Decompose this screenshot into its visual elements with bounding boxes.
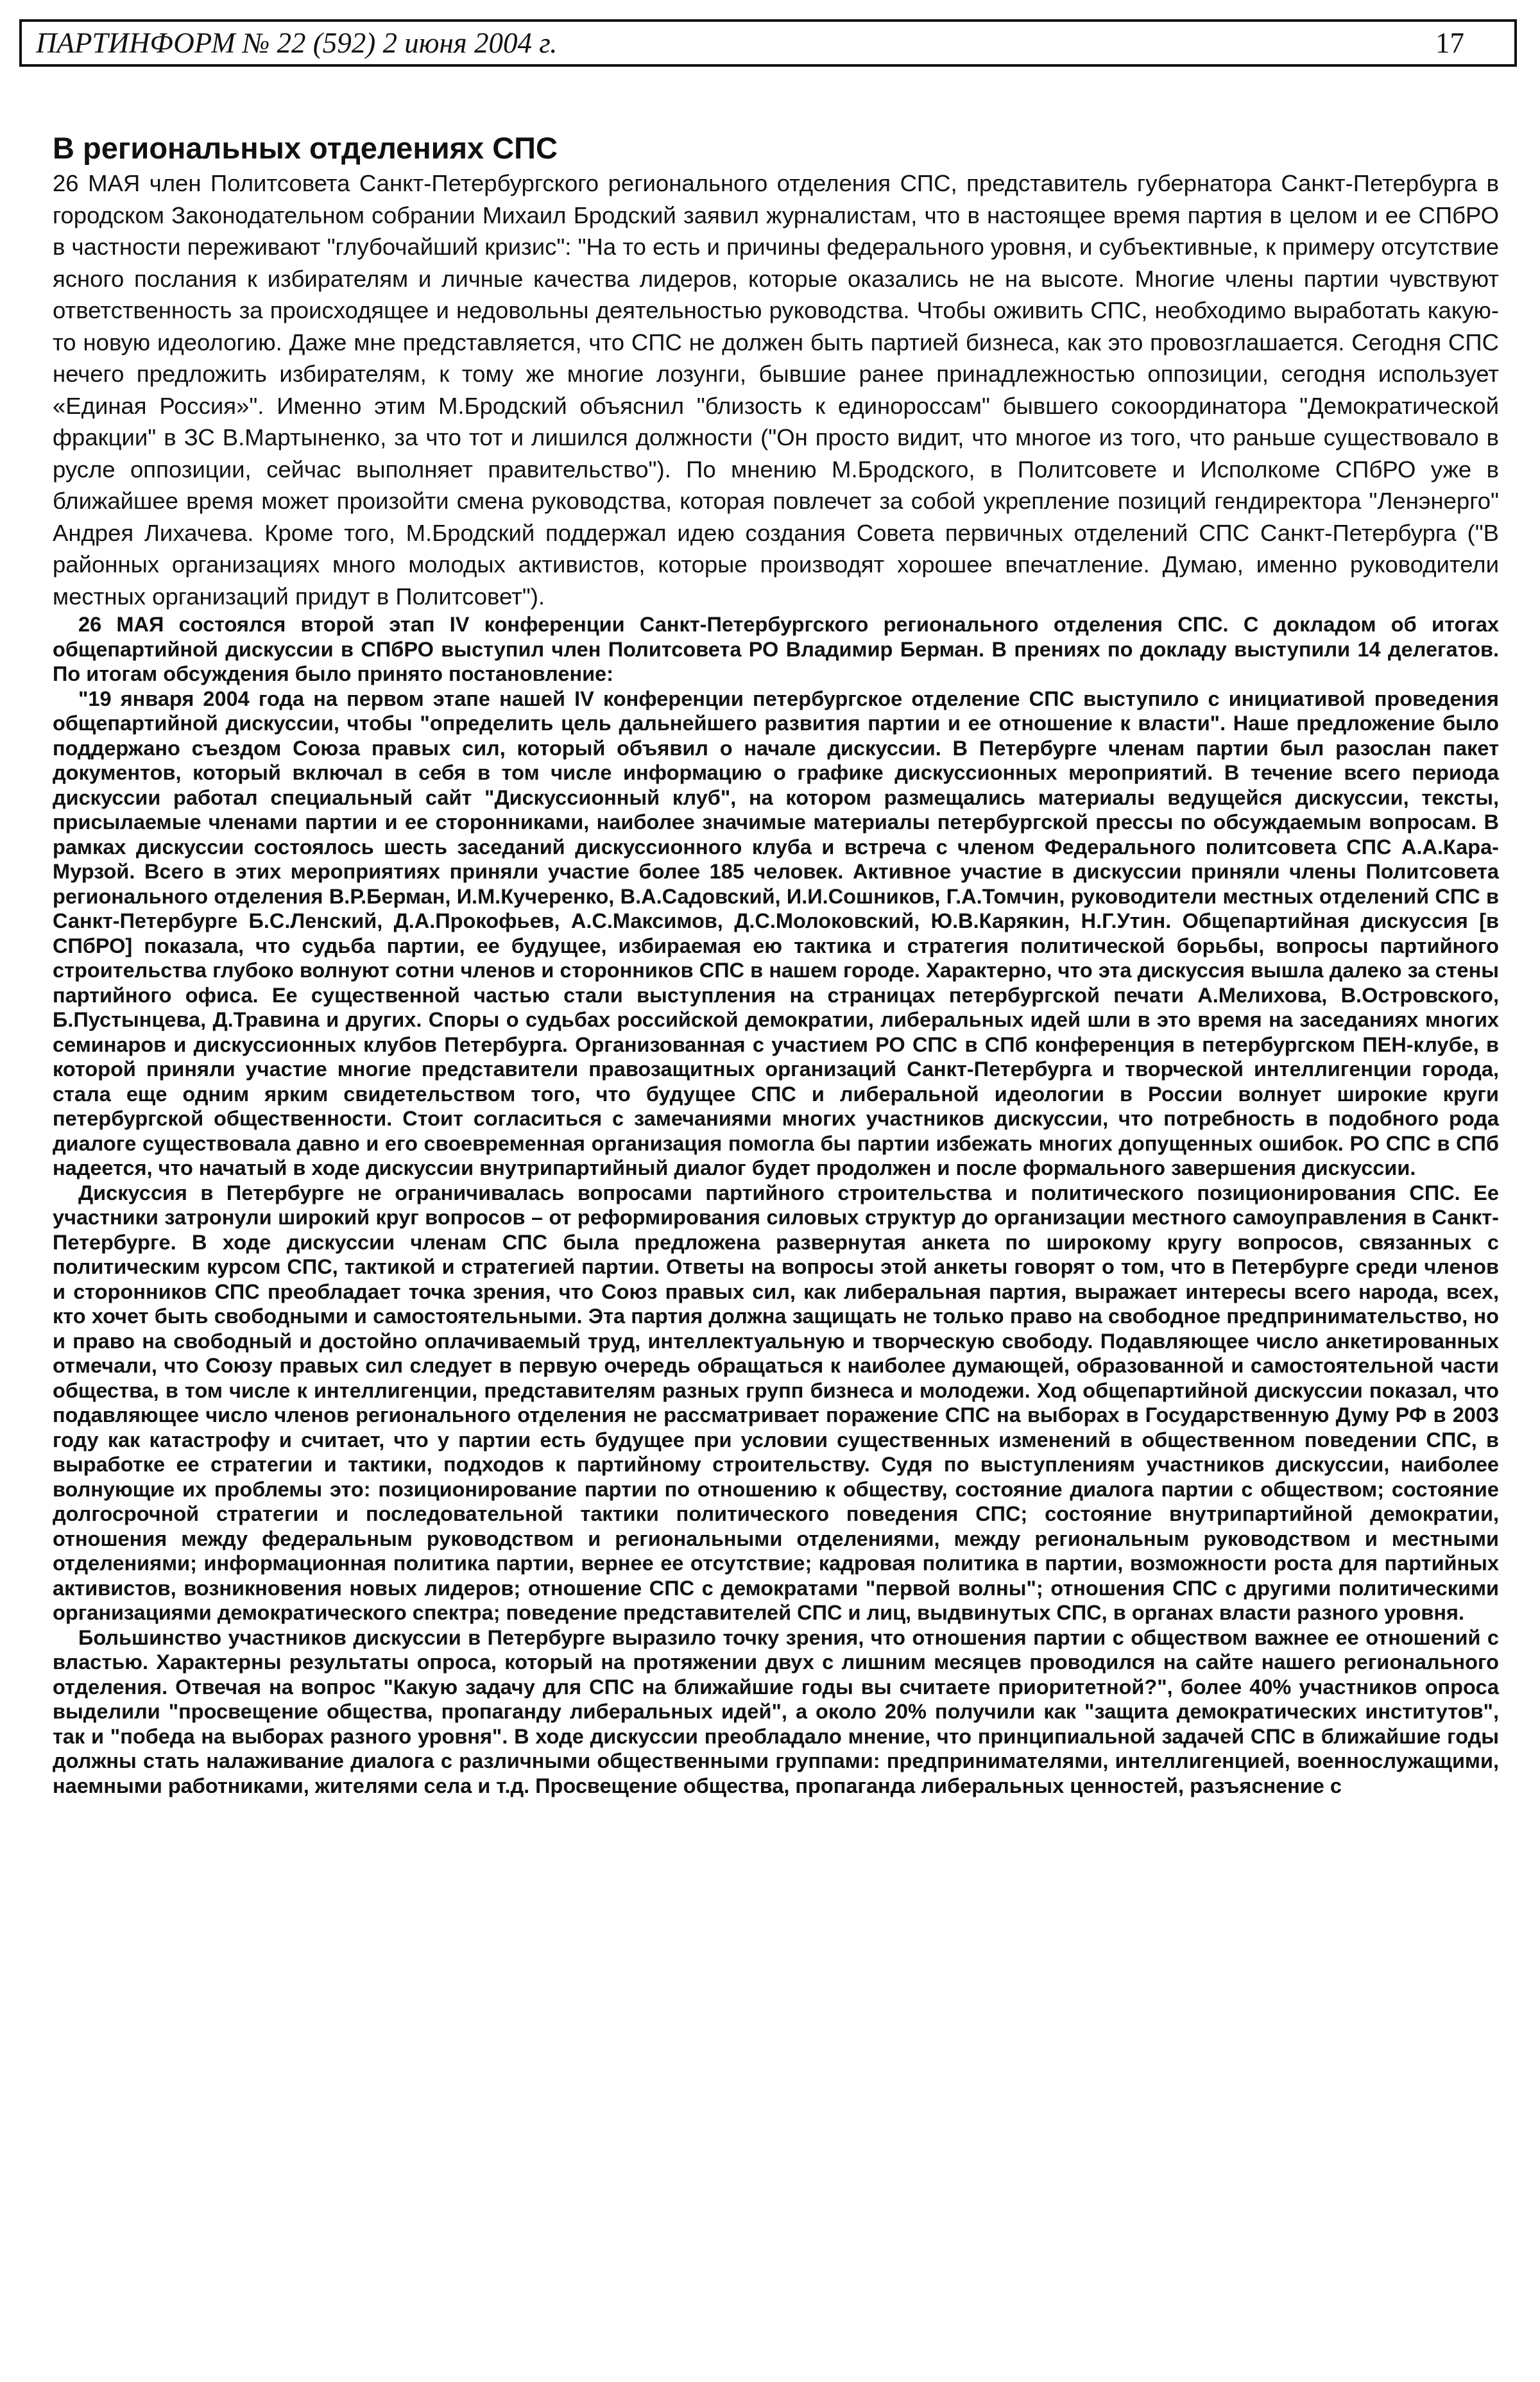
paragraph-survey-results: Большинство участников дискуссии в Петербурге выразило точку зрения, что отношения партии с обществом важнее ее отношений с властью. Характерны результаты опроса, который на протяжении двух с лишним месяцев проводился на сайте нашего регионального отделения. Отвечая на вопрос "Какую задачу для СПС на ближайшие годы вы считаете приоритетной?", более 40% участников опроса выделили "просвещение общества, пропаганду либеральных идей", а около 20% получили как "защита демократических институтов", так и "победа на выборах разного уровня". В ходе дискуссии преобладало мнение, что принципиальной задачей СПС в ближайшие годы должны стать налаживание диалога с различными общественными группами: предпринимателями, интеллигенцией, военнослужащими, наемными работниками, жителями села и т.д. Просвещение общества, пропаганда либеральных ценностей, разъяснение с — [53, 1625, 1499, 1797]
article — [53, 130, 1499, 1798]
paragraph-discussion-scope: Дискуссия в Петербурге не ограничивалась вопросами партийного строительства и политического позиционирования СПС. Ее участники затронули широкий круг вопросов – от реформирования силовых структур до организации местного самоуправления в Санкт-Петербурге. В ходе дискуссии членам СПС была предложена развернутая анкета по широкому кругу вопросов, связанных с политическим курсом СПС, тактикой и стратегией партии. Ответы на вопросы этой анкеты говорят о том, что в Петербурге среди членов и сторонников СПС преобладает точка зрения, что Союз правых сил, как либеральная партия, выражает интересы всего народа, всех, кто хочет быть свободными и самостоятельными. Эта партия должна защищать не только право на свободное предпринимательство, но и право на свободный и достойно оплачиваемый труд, интеллектуальную и творческую свободу. Подавляющее число анкетированных отмечали, что Союзу правых сил следует в первую очередь обращаться к наиболее думающей, образованной и самостоятельной части общества, в том числе к интеллигенции, представителям разных групп бизнеса и молодежи. Ход общепартийной дискуссии показал, что подавляющее число членов регионального отделения не рассматривает поражение СПС на выборах в Государственную Думу РФ в 2003 году как катастрофу и считает, что у партии есть будущее при условии существенных изменений в общественном поведении СПС, в выработке ее стратегии и тактики, подходов к партийному строительству. Судя по выступлениям участников дискуссии, наиболее волнующие их проблемы это: позиционирование партии по отношению к обществу, состояние диалога партии с обществом; состояние долгосрочной стратегии и последовательной тактики политического поведения СПС; состояние внутрипартийной демократии, отношения между федеральным руководством и региональными отделениями, между региональным руководством и местными отделениями; информационная политика партии, вернее ее отсутствие; кадровая политика в партии, возможности роста для партийных активистов, возникновения новых лидеров; отношение СПС с демократами "первой волны"; отношения СПС с другими политическими организациями демократического спектра; поведение представителей СПС и лиц, выдвинутых СПС, в органах власти разного уровня. — [53, 1181, 1499, 1624]
header-title: ПАРТИНФОРМ № 22 (592) 2 июня 2004 г. — [36, 27, 558, 59]
page-number: 17 — [1435, 27, 1464, 59]
paragraph-brodsky-statement: 26 МАЯ член Политсовета Санкт-Петербургского регионального отделения СПС, представитель губернатора Санкт-Петербурга в городском Законодательном собрании Михаил Бродский заявил журналистам, что в настоящее время партия в целом и ее СПбРО в частности переживают "глубочайший кризис": "На то есть и причины федерального уровня, и субъективные, к примеру отсутствие ясного послания к избирателям и личные качества лидеров, которые оказались не на высоте. Многие члены партии чувствуют ответственность за происходящее и недовольны деятельностью руководства. Чтобы оживить СПС, необходимо выработать какую-то новую идеологию. Даже мне представляется, что СПС не должен быть партией бизнеса, как это провозглашается. Сегодня СПС нечего предложить избирателям, к тому же многие лозунги, бывшие ранее принадлежностью оппозиции, сегодня использует «Единая Россия»". Именно этим М.Бродский объяснил "близость к единороссам" бывшего сокоординатора "Демократической фракции" в ЗС В.Мартыненко, за что тот и лишился должности ("Он просто видит, что многое из того, что раньше существовало в русле оппозиции, сейчас выполняет правительство"). По мнению М.Бродского, в Политсовете и Исполкоме СПбРО уже в ближайшее время может произойти смена руководства, которая повлечет за собой укрепление позиций гендиректора "Ленэнерго" Андрея Лихачева. Кроме того, М.Бродский поддержал идею создания Совета первичных отделений СПС Санкт-Петербурга ("В районных организациях много молодых активистов, которые производят хорошее впечатление. Думаю, именно руководители местных организаций придут в Политсовет"). — [53, 170, 1499, 610]
paragraph-conference: 26 МАЯ состоялся второй этап IV конференции Санкт-Петербургского регионального отделения СПС. С докладом об итогах общепартийной дискуссии в СПбРО выступил член Политсовета РО Владимир Берман. В прениях по докладу выступили 14 делегатов. По итогам обсуждения было принято постановление: — [53, 613, 1499, 685]
page-header — [19, 19, 1517, 67]
article-title: В региональных отделениях СПС — [53, 131, 558, 165]
paragraph-resolution: "19 января 2004 года на первом этапе нашей IV конференции петербургское отделение СПС выступило с инициативой проведения общепартийной дискуссии, чтобы "определить цель дальнейшего развития партии и ее отношение к власти". Наше предложение было поддержано съездом Союза правых сил, который объявил о начале дискуссии. В Петербурге членам партии был разослан пакет документов, который включал в себя в том числе информацию о графике дискуссионных мероприятий. В течение всего периода дискуссии работал специальный сайт "Дискуссионный клуб", на котором размещались материалы ведущейся дискуссии, тексты, присылаемые членами партии и ее сторонниками, наиболее значимые материалы петербургской прессы по обсуждаемым вопросам. В рамках дискуссии состоялось шесть заседаний дискуссионного клуба и встреча с членом Федерального политсовета СПС А.А.Кара-Мурзой. Всего в этих мероприятиях приняли участие более 185 человек. Активное участие в дискуссии приняли члены Политсовета регионального отделения В.Р.Берман, И.М.Кучеренко, В.А.Садовский, И.И.Сошников, Г.А.Томчин, руководители местных отделений СПС в Санкт-Петербурге Б.С.Ленский, Д.А.Прокофьев, А.С.Максимов, Д.С.Молоковский, Ю.В.Карякин, Н.Г.Утин. Общепартийная дискуссия [в СПбРО] показала, что судьба партии, ее будущее, избираемая ею тактика и стратегия политической борьбы, вопросы партийного строительства глубоко волнуют сотни членов и сторонников СПС в нашем городе. Характерно, что эта дискуссия вышла далеко за стены партийного офиса. Ее существенной частью стали выступления на страницах петербургской печати А.Мелихова, В.Островского, Б.Пустынцева, Д.Травина и других. Споры о судьбах российской демократии, либеральных идей шли в это время на заседаниях многих семинаров и дискуссионных клубов Петербурга. Организованная с участием РО СПС в СПб конференция в петербургском ПЕН-клубе, в которой приняли участие многие представители правозащитных организаций Санкт-Петербурга и творческой интеллигенции города, стала еще одним ярким свидетельством того, что будущее СПС и либеральной идеологии в России волнует широкие круги петербургской общественности. Стоит согласиться с замечаниями многих участников дискуссии, что потребность в подобного рода диалоге существовала давно и его своевременная организация помогла бы партии избежать многих допущенных ошибок. РО СПС в СПб надеется, что начатый в ходе дискуссии внутрипартийный диалог будет продолжен и после формального завершения дискуссии. — [53, 687, 1499, 1179]
